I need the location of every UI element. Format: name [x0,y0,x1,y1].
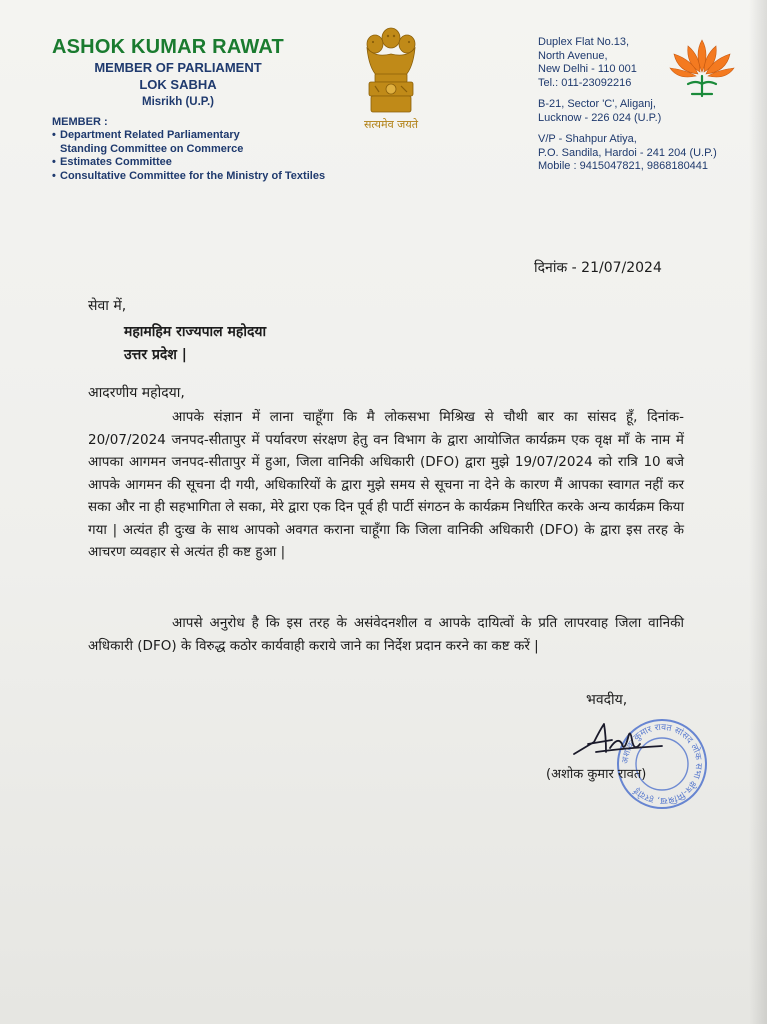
designation: MEMBER OF PARLIAMENT [94,60,262,75]
stamp-text: अशोक कुमार रावत सांसद लोक सभा क्षेत्र-मिश्रिख, हरदोई [620,722,704,806]
member-title: MEMBER : [52,116,108,128]
mobile-numbers: Mobile : 9415047821, 9868180441 [538,160,709,172]
lion-capital-icon [361,24,421,116]
signatory-name: (अशोक कुमार रावत) [546,767,647,782]
constituency: Misrikh (U.P.) [142,96,214,108]
emblem-motto: सत्यमेव जयते [363,118,418,131]
delhi-address-line: Duplex Flat No.13, [538,36,630,48]
letter-date: दिनांक - 21/07/2024 [534,260,662,276]
body-paragraph-2 [88,612,684,657]
national-emblem [358,24,424,136]
committee-list [52,129,352,183]
lotus-logo-icon [666,34,738,100]
closing: भवदीय, [586,692,628,708]
page-edge-shadow [749,0,767,1024]
letterhead-left [52,36,352,183]
committee-item: • Estimates Committee [52,156,352,170]
salutation-to: सेवा में, [88,298,127,314]
paragraph-text: आपके संज्ञान में लाना चाहूँगा कि मै लोकसभा मिश्रिख से चौथी बार का सांसद हूँ, दिनांक- 20/07/2024 जनपद-सीतापुर में पर्यावरण संरक्षण हेतु वन विभाग के द्वारा आयोजित कार्यक्रम एक वृक्ष माँ के नाम में आपका आगमन जनपद-सीतापुर में हुआ, जिला वानिकी अधिकारी (DFO) द्वारा मुझे 19/07/2024 को रात्रि 10 बजे आपके आगमन की सूचना दी गयी, अधिकारियों के द्वारा मुझे समय से सूचना ना देने के कारण मैं आपका स्वागत नहीं कर सका और ना ही सहभागिता ले सका, मेरे द्वारा एक दिन पूर्व ही पार्टी संगठन के कार्यक्रम निर्धारित करके अन्य कार्यक्रम किया गया | अत्यंत ही दुःख के साथ आपको अवगत कराना चाहूँगा कि जिला वानिकी अधिकारी (DFO) के द्वारा इस तरह के आचरण व्यवहार से अत्यंत ही कष्ट हुआ | [88,409,684,560]
handwritten-signature [566,718,676,770]
mp-name: ASHOK KUMAR RAWAT [52,36,284,58]
village-address-line: P.O. Sandila, Hardoi - 241 204 (U.P.) [538,146,717,159]
paragraph-text: आपसे अनुरोध है कि इस तरह के असंवेदनशील व आपके दायित्वों के प्रति लापरवाह जिला वानिकी अधिकारी (DFO) के विरुद्ध कठोर कार्यवाही कराये जाने का निर्देश प्रदान करने का कष्ट करें | [88,615,684,654]
committee-item: • Department Related Parliamentary [52,129,352,143]
house: LOK SABHA [139,77,217,92]
lucknow-address-line: Lucknow - 226 024 (U.P.) [538,111,662,124]
designation-block [52,59,304,110]
recipient-state: उत्तर प्रदेश | [124,347,187,363]
committee-item: • Consultative Committee for the Ministry of Textiles [52,170,352,184]
village-address-line: V/P - Shahpur Atiya, [538,133,637,145]
delhi-address-line: North Avenue, [538,49,608,62]
delhi-telephone: Tel.: 011-23092216 [538,76,632,89]
delhi-address-line: New Delhi - 110 001 [538,63,637,75]
lucknow-address-line: B-21, Sector 'C', Aliganj, [538,98,656,110]
body-paragraph-1 [88,406,684,564]
recipient-title: महामहिम राज्यपाल महोदया [124,324,267,340]
greeting: आदरणीय महोदया, [88,385,185,401]
committee-item-continued: Standing Committee on Commerce [60,142,244,155]
